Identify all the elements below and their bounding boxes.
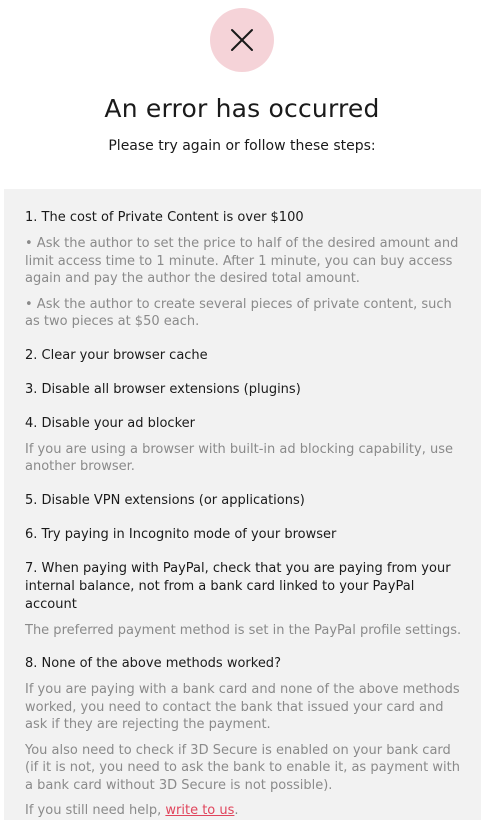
step-7 [25, 560, 463, 640]
write-to-us-link[interactable]: write to us [165, 803, 235, 818]
help-prefix: If you still need help, [25, 803, 166, 818]
step-7-title: 7. When paying with PayPal, check that you are paying from your internal balance, not from a bank card linked to your PayPal account [25, 560, 451, 612]
help-line [25, 802, 463, 820]
step-1-title: 1. The cost of Private Content is over $100 [25, 210, 304, 225]
step-6-title: 6. Try paying in Incognito mode of your browser [25, 526, 337, 542]
step-4-tip: If you are using a browser with built-in ad blocking capability, use another browser. [25, 441, 453, 474]
step-1-tip-2: • Ask the author to create several pieces of private content, such as two pieces at $50 each. [25, 296, 452, 329]
help-suffix: . [234, 803, 239, 818]
step-3 [25, 381, 463, 399]
step-8-tip-2: You also need to check if 3D Secure is enabled on your bank card (if it is not, you need to ask the bank to enable it, as payment with a bank card without 3D Secure is not possible). [25, 742, 460, 793]
step-2-title: 2. Clear your browser cache [25, 347, 208, 363]
page-title: An error has occurred [104, 94, 380, 123]
step-7-tip: The preferred payment method is set in the PayPal profile settings. [25, 622, 462, 638]
step-4-title: 4. Disable your ad blocker [25, 415, 195, 431]
step-5-title: 5. Disable VPN extensions (or applications) [25, 492, 305, 508]
step-8-tip-1: If you are paying with a bank card and none of the above methods worked, you need to contact the bank that issued your card and ask if they are rejecting the payment. [25, 682, 460, 732]
error-icon-badge [210, 8, 274, 72]
step-3-title: 3. Disable all browser extensions (plugins) [25, 381, 301, 397]
close-icon [229, 27, 255, 53]
step-8 [25, 655, 463, 820]
page-subtitle: Please try again or follow these steps: [108, 138, 376, 154]
step-1-tip-1: • Ask the author to set the price to half of the desired amount and limit access time to 1 minute. After 1 minute, you can buy access again and pay the author the desired total amount. [25, 236, 459, 286]
step-2 [25, 347, 463, 365]
step-1 [25, 209, 463, 331]
troubleshooting-panel [4, 189, 481, 820]
step-4 [25, 415, 463, 476]
step-8-title: 8. None of the above methods worked? [25, 656, 281, 671]
step-5 [25, 492, 463, 510]
step-6 [25, 526, 463, 544]
